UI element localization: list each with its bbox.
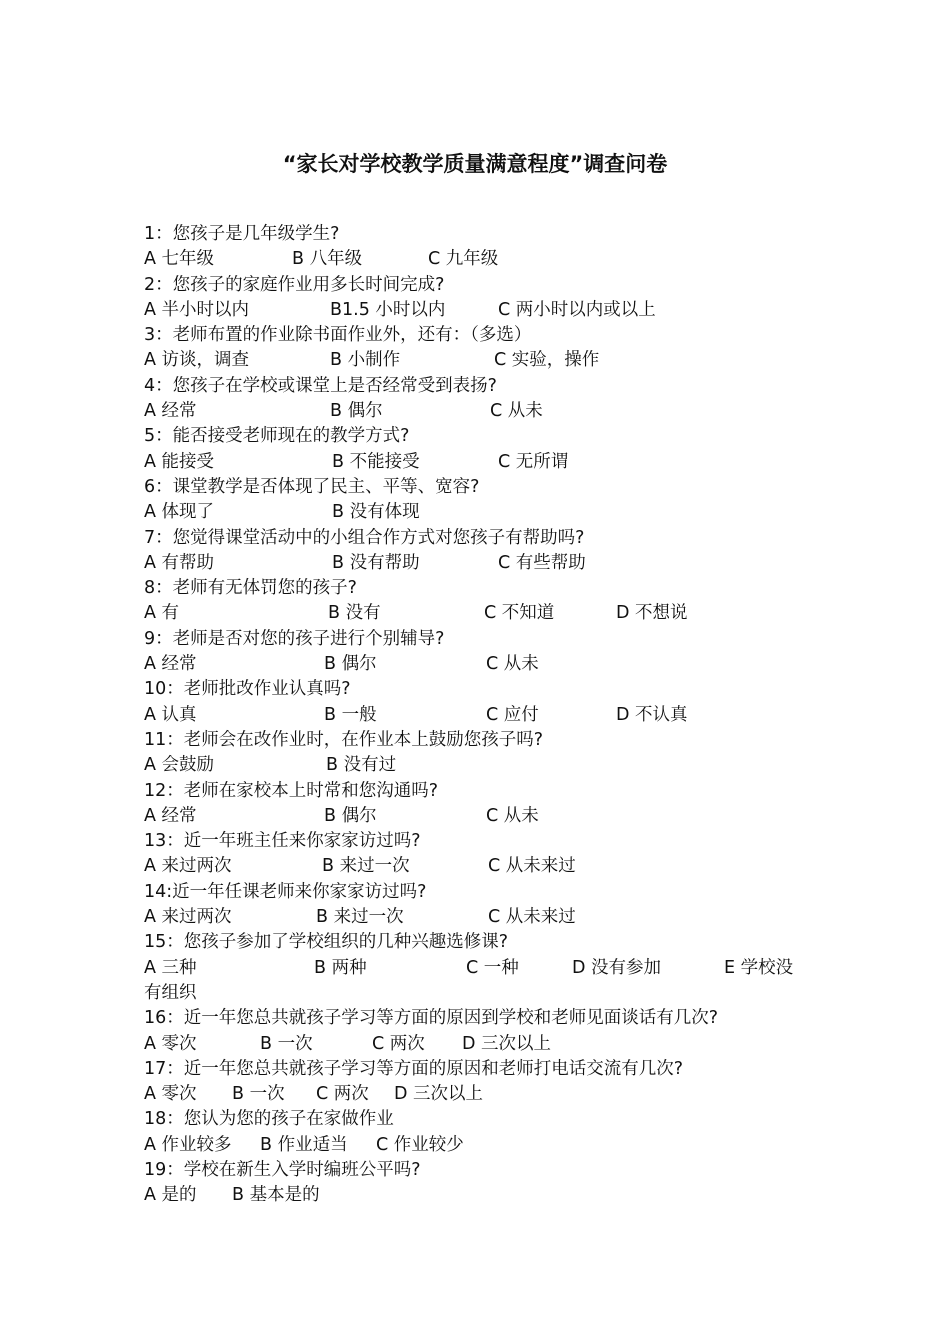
options-row	[144, 703, 814, 728]
answer-option: B 没有过	[326, 755, 397, 776]
options-row	[144, 551, 814, 576]
question-text: 4：您孩子在学校或课堂上是否经常受到表扬?	[144, 375, 497, 396]
answer-option: A 作业较多	[144, 1134, 232, 1155]
question-text: 3：老师布置的作业除书面作业外，还有：（多选）	[144, 325, 532, 346]
question-text: 12：老师在家校本上时常和您沟通吗?	[144, 780, 439, 801]
answer-option: A 体现了	[144, 502, 215, 523]
answer-option: B 没有帮助	[332, 552, 420, 573]
answer-option: C 一种	[466, 957, 519, 978]
options-row	[144, 601, 814, 626]
answer-option: B 没有体现	[332, 502, 420, 523]
answer-option: C 从未	[486, 654, 539, 675]
answer-option: C 从未	[486, 805, 539, 826]
answer-option: D 没有参加	[572, 957, 662, 978]
answer-option: A 零次	[144, 1033, 197, 1054]
answer-option: A 半小时以内	[144, 299, 250, 320]
question-text: 7：您觉得课堂活动中的小组合作方式对您孩子有帮助吗?	[144, 527, 585, 548]
answer-option: C 应付	[486, 704, 539, 725]
question-text: 17：近一年您总共就孩子学习等方面的原因和老师打电话交流有几次?	[144, 1058, 684, 1079]
answer-option: B 一次	[232, 1084, 285, 1105]
answer-option: B 偶尔	[324, 805, 377, 826]
answer-option: B 来过一次	[322, 856, 410, 877]
answer-option: B 两种	[314, 957, 367, 978]
question-text: 11：老师会在改作业时，在作业本上鼓励您孩子吗?	[144, 729, 544, 750]
answer-option: B 偶尔	[324, 654, 377, 675]
answer-option: B 小制作	[330, 350, 401, 371]
answer-option: C 两次	[372, 1033, 425, 1054]
question-text: 10：老师批改作业认真吗?	[144, 679, 351, 700]
options-row	[144, 804, 814, 829]
answer-option: A 有帮助	[144, 552, 215, 573]
options-row	[144, 956, 814, 981]
answer-option: D 不想说	[616, 603, 688, 624]
answer-option: B 八年级	[292, 249, 363, 270]
answer-option: C 有些帮助	[498, 552, 586, 573]
survey-body	[144, 222, 814, 1209]
answer-option: B 没有	[328, 603, 381, 624]
answer-option: C 从未	[490, 401, 543, 422]
answer-option: A 是的	[144, 1185, 197, 1206]
option-continuation: 有组织	[144, 982, 197, 1003]
question-text: 16：近一年您总共就孩子学习等方面的原因到学校和老师见面谈话有几次?	[144, 1008, 719, 1029]
question-text: 5：能否接受老师现在的教学方式?	[144, 426, 410, 447]
answer-option: C 无所谓	[498, 451, 569, 472]
answer-option: A 零次	[144, 1084, 197, 1105]
options-row	[144, 348, 814, 373]
answer-option: C 作业较少	[376, 1134, 464, 1155]
answer-option: C 从未来过	[488, 856, 576, 877]
answer-option: C 不知道	[484, 603, 555, 624]
question-text: 14:近一年任课老师来你家家访过吗?	[144, 881, 427, 902]
question-text: 13：近一年班主任来你家家访过吗?	[144, 831, 421, 852]
answer-option: A 来过两次	[144, 856, 232, 877]
answer-option: C 两次	[316, 1084, 369, 1105]
question-text: 18：您认为您的孩子在家做作业	[144, 1109, 394, 1130]
answer-option: A 会鼓励	[144, 755, 215, 776]
question-text: 2：您孩子的家庭作业用多长时间完成?	[144, 274, 445, 295]
survey-title: “家长对学校教学质量满意程度”调查问卷	[282, 152, 668, 176]
answer-option: C 九年级	[428, 249, 499, 270]
answer-option: B 偶尔	[330, 401, 383, 422]
answer-option: C 两小时以内或以上	[498, 299, 656, 320]
question-text: 9：老师是否对您的孩子进行个别辅导?	[144, 628, 445, 649]
options-row	[144, 1032, 814, 1057]
answer-option: A 经常	[144, 805, 197, 826]
options-row	[144, 652, 814, 677]
question-text: 8：老师有无体罚您的孩子?	[144, 578, 357, 599]
answer-option: B 来过一次	[316, 907, 404, 928]
answer-option: B 不能接受	[332, 451, 420, 472]
answer-option: D 不认真	[616, 704, 688, 725]
question-text: 1：您孩子是几年级学生?	[144, 224, 340, 244]
options-row	[144, 399, 814, 424]
answer-option: C 实验，操作	[494, 350, 600, 371]
answer-option: A 经常	[144, 654, 197, 675]
answer-option: A 认真	[144, 704, 197, 725]
answer-option: D 三次以上	[394, 1084, 484, 1105]
options-row	[144, 905, 814, 930]
answer-option: A 能接受	[144, 451, 215, 472]
answer-option: B 一次	[260, 1033, 313, 1054]
question-text: 19：学校在新生入学时编班公平吗?	[144, 1159, 421, 1180]
answer-option: A 访谈，调查	[144, 350, 250, 371]
answer-option: D 三次以上	[462, 1033, 552, 1054]
answer-option: A 有	[144, 603, 180, 624]
options-row	[144, 854, 814, 879]
answer-option: E 学校没	[724, 957, 794, 978]
options-row	[144, 298, 814, 323]
answer-option: A 七年级	[144, 249, 215, 270]
options-row	[144, 1082, 814, 1107]
options-row	[144, 753, 814, 778]
question-text: 6：课堂教学是否体现了民主、平等、宽容?	[144, 476, 480, 497]
question-text: 15：您孩子参加了学校组织的几种兴趣选修课?	[144, 932, 509, 953]
answer-option: B 一般	[324, 704, 377, 725]
answer-option: B 基本是的	[232, 1185, 320, 1206]
options-row	[144, 450, 814, 475]
answer-option: B 作业适当	[260, 1134, 348, 1155]
options-row	[144, 1133, 814, 1158]
options-row	[144, 1183, 814, 1208]
answer-option: C 从未来过	[488, 907, 576, 928]
answer-option: B1.5 小时以内	[330, 299, 446, 320]
answer-option: A 三种	[144, 957, 197, 978]
answer-option: A 来过两次	[144, 907, 232, 928]
answer-option: A 经常	[144, 401, 197, 422]
options-row	[144, 500, 814, 525]
options-row	[144, 247, 814, 272]
